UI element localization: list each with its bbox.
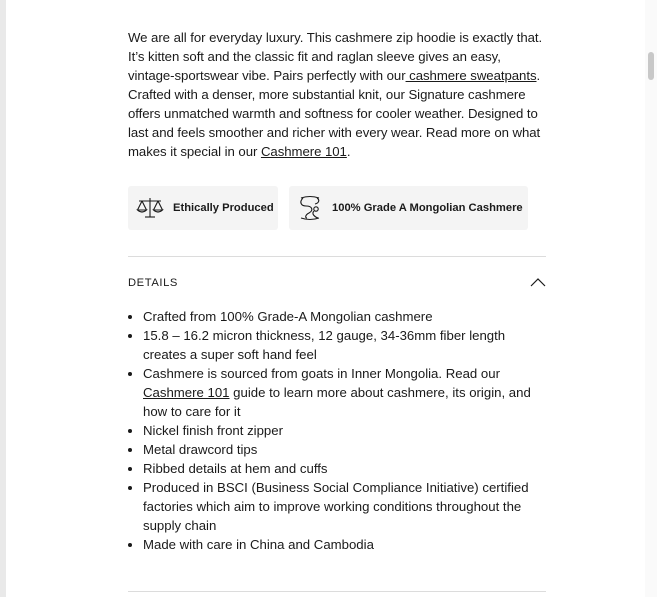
details-title: DETAILS bbox=[128, 277, 178, 289]
list-item: • Nickel finish front zipper bbox=[143, 421, 546, 440]
description-end: . bbox=[346, 144, 351, 159]
list-item: • Made with care in China and Cambodia bbox=[143, 535, 546, 554]
cashmere-101-guide-link[interactable]: Cashmere 101 bbox=[143, 385, 230, 400]
list-item: • Ribbed details at hem and cuffs bbox=[143, 459, 546, 478]
list-item: • Metal drawcord tips bbox=[143, 440, 546, 459]
scrollbar[interactable] bbox=[645, 0, 657, 597]
scrollbar-thumb[interactable] bbox=[648, 52, 654, 80]
description-text: We are all for everyday luxury. This cashmere zip hoodie is exactly that. It’s kitten soft and the classic fit and raglan sleeve gives an easy, vintage-sportswear vibe. Pairs perfectly with our bbox=[128, 30, 543, 83]
left-border bbox=[0, 0, 6, 597]
chevron-up-icon bbox=[530, 274, 546, 292]
feature-badges bbox=[128, 186, 546, 230]
divider bbox=[128, 256, 546, 257]
product-description bbox=[128, 28, 546, 161]
list-item bbox=[143, 364, 546, 421]
scale-icon bbox=[136, 194, 164, 222]
list-item: • Crafted from 100% Grade-A Mongolian cashmere bbox=[143, 307, 546, 326]
cashmere-sweatpants-link[interactable]: cashmere sweatpants bbox=[405, 68, 537, 83]
details-list bbox=[128, 307, 546, 554]
product-details-section bbox=[128, 28, 546, 554]
list-item: • Produced in BSCI (Business Social Compliance Initiative) certified factories which aim to improve working conditions throughout the supply chain bbox=[143, 478, 546, 535]
yarn-icon bbox=[297, 194, 323, 222]
list-item-text-continued: guide to learn more about cashmere, its origin, and how to care for it bbox=[143, 385, 531, 419]
details-accordion-toggle[interactable] bbox=[128, 275, 546, 291]
cashmere-101-link[interactable]: Cashmere 101 bbox=[260, 144, 347, 159]
description-text-continued: . Crafted with a denser, more substantial knit, our Signature cashmere offers unmatched warmth and softness for cooler weather. Designed to last and feels smoother and richer with every wear. Read more on what makes it special in our bbox=[128, 68, 541, 159]
feature-badge-ethically-produced bbox=[128, 186, 278, 230]
divider bbox=[128, 591, 546, 592]
feature-label: 100% Grade A Mongolian Cashmere bbox=[332, 202, 523, 214]
feature-label: Ethically Produced bbox=[173, 202, 274, 214]
list-item-text: Cashmere is sourced from goats in Inner Mongolia. Read our bbox=[143, 366, 500, 381]
list-item: • 15.8 – 16.2 micron thickness, 12 gauge, 34-36mm fiber length creates a super soft hand feel bbox=[143, 326, 546, 364]
feature-badge-grade-a-cashmere bbox=[289, 186, 528, 230]
